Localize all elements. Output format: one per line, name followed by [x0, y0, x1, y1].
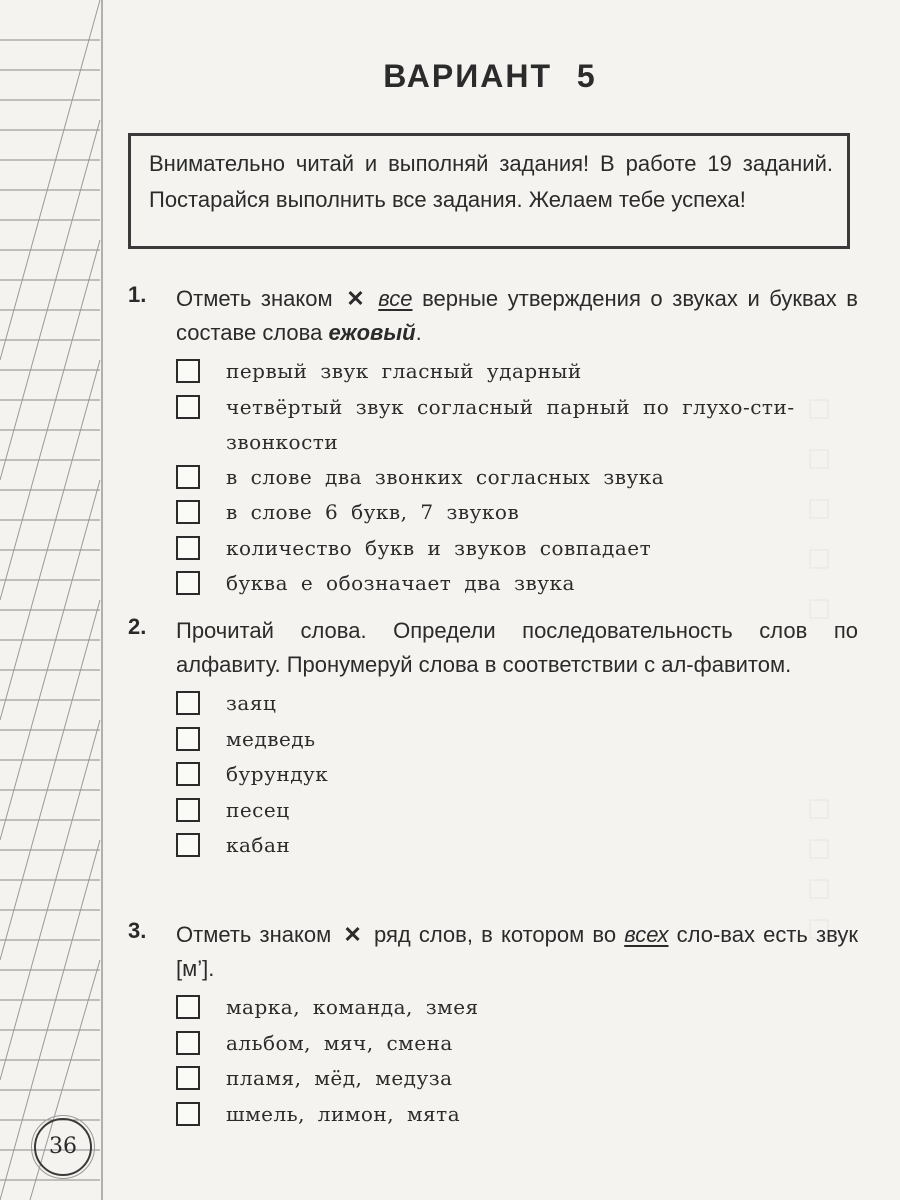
checkbox[interactable]: [176, 359, 200, 383]
checkbox[interactable]: [176, 465, 200, 489]
checkbox[interactable]: [176, 1102, 200, 1126]
instructions-text: Внимательно читай и выполняй задания! В работе 19 заданий. Постарайся выполнить все задания. Желаем тебе успеха!: [149, 151, 833, 212]
answer-option: первый звук гласный ударный: [176, 354, 858, 390]
checkbox[interactable]: [176, 995, 200, 1019]
answer-option: в слове 6 букв, 7 звуков: [176, 495, 858, 531]
task-prompt: Отметь знаком ✕ все верные утверждения о звуках и буквах в составе слова ежовый.: [176, 282, 858, 350]
emphasis-word: все: [378, 286, 413, 311]
number-box[interactable]: [176, 833, 200, 857]
answer-options: [176, 686, 858, 864]
answer-option: бурундук: [176, 757, 858, 793]
number-box[interactable]: [176, 691, 200, 715]
task-number: 1.: [128, 282, 147, 307]
number-box[interactable]: [176, 762, 200, 786]
page-title: ВАРИАНТ 5: [383, 58, 597, 94]
instructions-box: [128, 133, 850, 249]
number-box[interactable]: [176, 727, 200, 751]
checkbox[interactable]: [176, 500, 200, 524]
answer-option: четвёртый звук согласный парный по глухо-сти-звонкости: [176, 390, 858, 460]
task-number: 3.: [128, 918, 147, 943]
answer-option: медведь: [176, 722, 858, 758]
answer-option: количество букв и звуков совпадает: [176, 531, 858, 567]
task-1: [128, 282, 858, 602]
answer-option: буква е обозначает два звука: [176, 566, 858, 602]
task-2: [128, 614, 858, 864]
answer-option: марка, команда, змея: [176, 990, 858, 1026]
answer-option: кабан: [176, 828, 858, 864]
answer-options: [176, 990, 858, 1132]
answer-option: шмель, лимон, мята: [176, 1097, 858, 1133]
cross-mark-icon: ✕: [343, 922, 362, 947]
emphasis-word: всех: [624, 922, 669, 947]
checkbox[interactable]: [176, 536, 200, 560]
task-number: 2.: [128, 614, 147, 639]
answer-option: пламя, мёд, медуза: [176, 1061, 858, 1097]
target-word: ежовый: [328, 320, 416, 345]
cross-mark-icon: ✕: [346, 286, 365, 311]
answer-options: [176, 354, 858, 602]
checkbox[interactable]: [176, 1031, 200, 1055]
answer-option: песец: [176, 793, 858, 829]
page-number: 36: [34, 1118, 92, 1176]
task-prompt: Прочитай слова. Определи последовательность слов по алфавиту. Пронумеруй слова в соответствии с ал-фавитом.: [176, 618, 858, 677]
checkbox[interactable]: [176, 571, 200, 595]
task-3: [128, 918, 858, 1132]
checkbox[interactable]: [176, 1066, 200, 1090]
answer-option: в слове два звонких согласных звука: [176, 460, 858, 496]
checkbox[interactable]: [176, 395, 200, 419]
answer-option: альбом, мяч, смена: [176, 1026, 858, 1062]
answer-option: заяц: [176, 686, 858, 722]
number-box[interactable]: [176, 798, 200, 822]
task-prompt: Отметь знаком ✕ ряд слов, в котором во всех сло-вах есть звук [м’].: [176, 918, 858, 986]
